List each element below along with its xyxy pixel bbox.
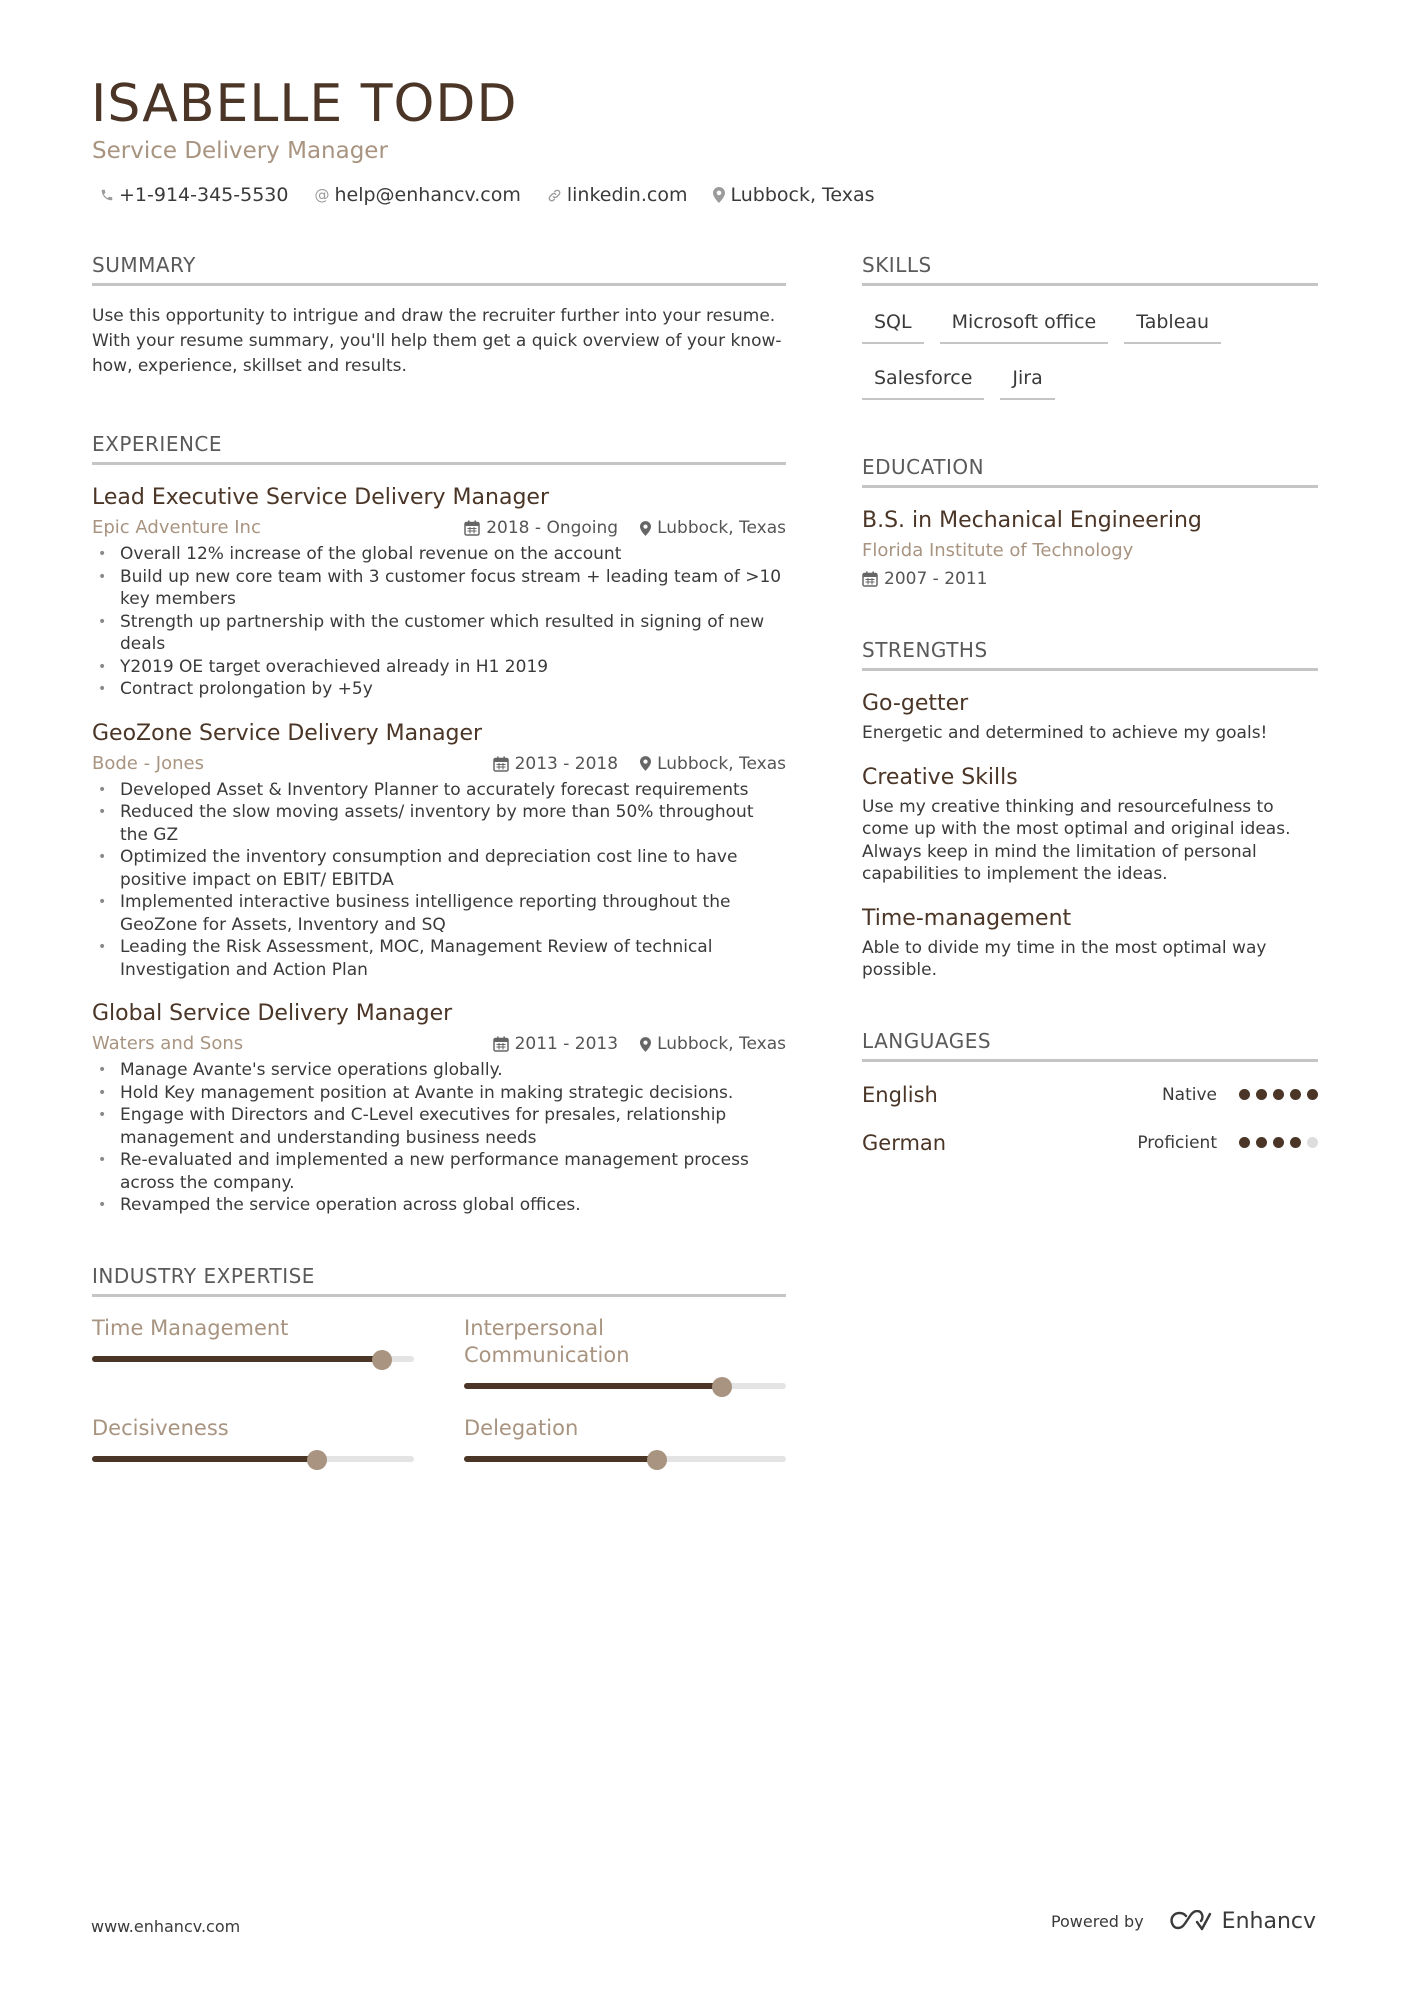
strengths-section [862, 637, 1318, 982]
strength-title: Creative Skills [862, 764, 1018, 790]
summary-text: Use this opportunity to intrigue and draw the recruiter further into your resume. With your resume summary, you'll help them get a quick overview of your know-how, experience, skillset and results. [92, 306, 782, 376]
expertise-label: Decisiveness [92, 1415, 229, 1440]
language-dot-filled [1290, 1137, 1301, 1148]
job-title: GeoZone Service Delivery Manager [92, 720, 483, 746]
slider-knob [307, 1450, 327, 1470]
calendar-icon [493, 756, 509, 772]
contact-phone[interactable] [100, 184, 288, 206]
job-location [640, 752, 786, 776]
job-meta [92, 1032, 786, 1056]
language-dots [1233, 1137, 1318, 1148]
job-company: Waters and Sons [92, 1033, 244, 1054]
slider-knob [372, 1350, 392, 1370]
contact-phone-text: +1-914-345-5530 [119, 184, 289, 206]
job-bullet: • Strength up partnership with the customer which resulted in signing of new deals [92, 611, 786, 656]
expertise-slider [92, 1450, 414, 1468]
contact-location-text: Lubbock, Texas [730, 184, 875, 206]
skill-tag: Microsoft office [940, 300, 1109, 344]
contact-linkedin[interactable] [547, 184, 688, 206]
skill-tag: Tableau [1124, 300, 1221, 344]
job-bullet: • Reduced the slow moving assets/ inventory by more than 50% throughout the GZ [92, 801, 786, 846]
language-row [862, 1080, 1318, 1110]
job-location-text: Lubbock, Texas [657, 753, 786, 774]
location-pin-icon [640, 756, 651, 771]
strength-item [862, 689, 1318, 745]
expertise-label: Time Management [92, 1315, 289, 1340]
language-name: English [862, 1082, 938, 1107]
enhancv-logo-icon [1168, 1910, 1214, 1934]
language-dot-filled [1256, 1089, 1267, 1100]
job-date-text: 2013 - 2018 [514, 753, 619, 774]
skills-heading: SKILLS [862, 252, 1318, 286]
skills-list [862, 300, 1318, 412]
language-dot-filled [1239, 1089, 1250, 1100]
expertise-label: Delegation [464, 1415, 579, 1440]
job-title: Global Service Delivery Manager [92, 1001, 453, 1026]
job-date-text: 2011 - 2013 [514, 1034, 619, 1054]
language-dot-filled [1290, 1089, 1301, 1100]
job-date [493, 1032, 618, 1056]
language-row [862, 1128, 1318, 1158]
expertise-slider [92, 1350, 414, 1368]
job-bullet: • Y2019 OE target overachieved already in H1 2019 [92, 656, 786, 679]
link-icon [547, 188, 562, 203]
skill-tag: Jira [1000, 356, 1054, 400]
brand-name: Enhancv [1221, 1909, 1316, 1934]
skill-tag: SQL [862, 300, 924, 344]
contact-location [713, 184, 874, 206]
summary-section [92, 252, 786, 379]
phone-icon [100, 188, 114, 202]
contact-bar [100, 184, 901, 206]
job-location [640, 1032, 786, 1056]
job-entry [92, 719, 786, 982]
job-date [493, 752, 618, 776]
enhancv-logo[interactable] [1168, 1909, 1316, 1934]
job-bullet: • Build up new core team with 3 customer focus stream + leading team of >10 key members [92, 566, 786, 611]
education-school: Florida Institute of Technology [862, 540, 1134, 561]
footer-website[interactable]: www.enhancv.com [91, 1917, 241, 1936]
strength-desc: Able to divide my time in the most optimal way possible. [862, 937, 1267, 980]
expertise-item [92, 1415, 414, 1468]
language-dot-filled [1273, 1137, 1284, 1148]
left-column [92, 252, 786, 1488]
footer-brand [1051, 1909, 1316, 1934]
expertise-grid [92, 1315, 786, 1488]
job-bullet: • Hold Key management position at Avante in making strategic decisions. [92, 1082, 786, 1105]
summary-heading: SUMMARY [92, 252, 786, 286]
strength-title: Go-getter [862, 691, 969, 716]
job-date [464, 516, 618, 540]
powered-by-label: Powered by [1050, 1912, 1144, 1931]
job-bullet: • Optimized the inventory consumption and depreciation cost line to have positive impact on EBIT/ EBITDA [92, 846, 786, 891]
job-bullets [92, 779, 786, 982]
job-bullet: • Engage with Directors and C-Level executives for presales, relationship management and understanding business needs [92, 1104, 786, 1149]
slider-fill [464, 1383, 722, 1389]
language-dot-filled [1273, 1089, 1284, 1100]
education-date-text: 2007 - 2011 [884, 569, 988, 589]
job-location-text: Lubbock, Texas [657, 518, 786, 538]
contact-linkedin-text: linkedin.com [566, 184, 688, 206]
job-title: Lead Executive Service Delivery Manager [92, 485, 549, 510]
strengths-heading: STRENGTHS [862, 637, 1318, 671]
expertise-slider [464, 1450, 786, 1468]
job-bullet: • Overall 12% increase of the global revenue on the account [92, 543, 786, 566]
calendar-icon [464, 520, 480, 536]
strength-item [862, 904, 1318, 982]
job-bullet: • Implemented interactive business intelligence reporting throughout the GeoZone for Assets, Inventory and SQ [92, 891, 786, 936]
right-column [862, 252, 1318, 1158]
language-dot-empty [1307, 1137, 1318, 1148]
job-bullet: • Contract prolongation by +5y [92, 678, 786, 701]
job-meta [92, 516, 786, 540]
contact-email-text: help@enhancv.com [334, 184, 521, 206]
strength-desc: Energetic and determined to achieve my goals! [862, 723, 1268, 743]
job-bullet: • Developed Asset & Inventory Planner to accurately forecast requirements [92, 779, 786, 802]
location-pin-icon [713, 187, 725, 203]
location-pin-icon [640, 521, 651, 536]
job-company: Epic Adventure Inc [92, 517, 261, 538]
languages-heading: LANGUAGES [862, 1028, 1318, 1062]
industry-expertise-section [92, 1263, 786, 1488]
calendar-icon [862, 571, 878, 587]
industry-expertise-heading: INDUSTRY EXPERTISE [92, 1263, 786, 1297]
calendar-icon [493, 1036, 509, 1052]
language-dot-filled [1307, 1089, 1318, 1100]
job-bullet: • Revamped the service operation across global offices. [92, 1194, 786, 1217]
expertise-label: Interpersonal Communication [464, 1315, 630, 1367]
candidate-title: Service Delivery Manager [92, 138, 388, 164]
job-bullets [92, 1059, 786, 1217]
language-level: Proficient [1137, 1132, 1217, 1153]
experience-heading: EXPERIENCE [92, 431, 786, 465]
languages-section [862, 1028, 1318, 1158]
candidate-name: ISABELLE TODD [91, 74, 518, 134]
slider-fill [92, 1356, 382, 1362]
slider-knob [712, 1377, 732, 1397]
language-dots [1233, 1089, 1318, 1100]
at-icon: @ [314, 186, 330, 204]
strength-desc: Use my creative thinking and resourcefulness to come up with the most optimal and original ideas. Always keep in mind the limitation of personal capabilities to implement the ideas. [862, 796, 1291, 884]
expertise-item [92, 1315, 414, 1395]
language-dot-filled [1239, 1137, 1250, 1148]
education-section [862, 454, 1318, 591]
job-bullets [92, 543, 786, 701]
job-date-text: 2018 - Ongoing [486, 518, 619, 538]
education-date [862, 567, 1318, 591]
education-heading: EDUCATION [862, 454, 1318, 488]
job-location [640, 516, 786, 540]
slider-fill [464, 1456, 657, 1462]
job-entry [92, 999, 786, 1217]
expertise-slider [464, 1377, 786, 1395]
language-level: Native [1161, 1084, 1217, 1105]
job-company: Bode - Jones [92, 752, 204, 774]
job-entry [92, 483, 786, 701]
expertise-item [464, 1315, 786, 1395]
contact-email[interactable] [314, 184, 520, 206]
skill-tag: Salesforce [862, 356, 984, 400]
job-bullet: • Re-evaluated and implemented a new performance management process across the company. [92, 1149, 786, 1194]
education-degree: B.S. in Mechanical Engineering [862, 508, 1202, 533]
job-bullet: • Manage Avante's service operations globally. [92, 1059, 786, 1082]
job-location-text: Lubbock, Texas [657, 1034, 786, 1054]
slider-knob [647, 1450, 667, 1470]
language-dot-filled [1256, 1137, 1267, 1148]
job-meta [92, 752, 786, 776]
strength-item [862, 763, 1318, 886]
slider-fill [92, 1456, 317, 1462]
location-pin-icon [640, 1037, 651, 1052]
language-name: German [862, 1130, 947, 1155]
strength-title: Time-management [862, 905, 1072, 931]
expertise-item [464, 1415, 786, 1468]
experience-section [92, 431, 786, 1217]
skills-section [862, 252, 1318, 412]
job-bullet: • Leading the Risk Assessment, MOC, Management Review of technical Investigation and Action Plan [92, 936, 786, 981]
